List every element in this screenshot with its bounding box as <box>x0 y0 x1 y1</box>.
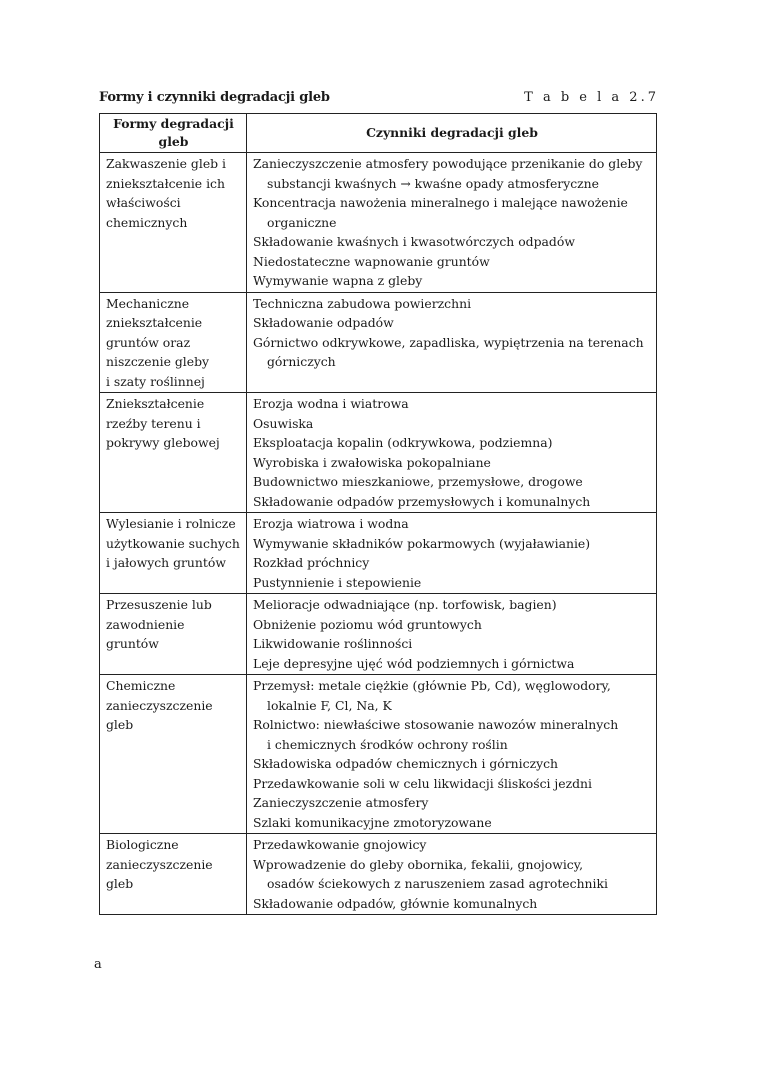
form-text-line: gleb <box>106 876 134 891</box>
factor-text-line: Rozkład próchnicy <box>253 555 370 570</box>
factor-text-line: Wymywanie wapna z gleby <box>253 273 423 288</box>
form-text-line: rzeźby terenu i <box>106 415 201 431</box>
factor-text-line: Szlaki komunikacyjne zmotoryzowane <box>253 814 492 830</box>
table-row <box>100 393 657 513</box>
factor-text-line: Składowanie odpadów, głównie komunalnych <box>253 895 538 911</box>
factor-text-line: Melioracje odwadniające (np. torfowisk, bagien) <box>253 597 557 612</box>
degradation-factors-cell <box>247 834 657 915</box>
degradation-table <box>99 113 657 915</box>
degradation-form-cell <box>100 153 247 293</box>
factor-text-line: Składowanie odpadów przemysłowych i komunalnych <box>253 493 591 509</box>
factor-text-line: osadów ściekowych z naruszeniem zasad agrotechniki <box>267 876 608 891</box>
form-text-line: gruntów oraz <box>106 334 191 350</box>
factor-text-line: Osuwiska <box>253 415 314 431</box>
table-caption <box>99 88 659 110</box>
factor-text-line: Górnictwo odkrywkowe, zapadliska, wypiętrzenia na terenach <box>253 334 644 350</box>
table-number: T a b e l a 2.7 <box>524 90 659 105</box>
factor-text-line: Leje depresyjne ujęć wód podziemnych i górnictwa <box>253 655 575 671</box>
table-row <box>100 834 657 915</box>
form-text-line: i szaty roślinnej <box>106 373 205 389</box>
form-text-line: chemicznych <box>106 214 188 230</box>
table-header-row <box>100 114 657 153</box>
table-title: Formy i czynniki degradacji gleb <box>99 90 330 105</box>
form-text-line: niszczenie gleby <box>106 354 210 369</box>
degradation-form-cell <box>100 292 247 393</box>
factor-text-line: Zanieczyszczenie atmosfery <box>253 795 429 810</box>
factor-text-line: Wprowadzenie do gleby obornika, fekalii, gnojowicy, <box>253 856 584 872</box>
degradation-factors-cell <box>247 153 657 293</box>
form-text-line: Chemiczne <box>106 678 176 693</box>
factor-text-line: górniczych <box>267 354 336 369</box>
table-row <box>100 513 657 594</box>
factor-text-line: Przedawkowanie gnojowicy <box>253 837 427 852</box>
degradation-form-cell <box>100 675 247 834</box>
factor-text-line: lokalnie F, Cl, Na, K <box>267 697 392 713</box>
degradation-factors-cell <box>247 292 657 393</box>
degradation-form-cell <box>100 834 247 915</box>
form-text-line: Zniekształcenie <box>106 396 205 411</box>
form-text-line: zawodnienie gruntów <box>106 616 185 651</box>
degradation-factors-cell <box>247 594 657 675</box>
factor-text-line: Składowanie kwaśnych i kwasotwórczych odpadów <box>253 234 575 249</box>
factor-text-line: Niedostateczne wapnowanie gruntów <box>253 253 490 269</box>
degradation-factors-cell <box>247 513 657 594</box>
factor-text-line: substancji kwaśnych → kwaśne opady atmosferyczne <box>267 175 599 191</box>
factor-text-line: Składowanie odpadów <box>253 315 394 330</box>
form-text-line: Zakwaszenie gleb i <box>106 156 226 171</box>
degradation-form-cell <box>100 393 247 513</box>
table-row <box>100 153 657 293</box>
form-text-line: zanieczyszczenie <box>106 856 213 872</box>
form-text-line: zniekształcenie <box>106 315 203 330</box>
degradation-form-cell <box>100 594 247 675</box>
factor-text-line: Pustynnienie i stepowienie <box>253 574 422 590</box>
header-forms: Formy degradacji gleb <box>100 114 247 153</box>
factor-text-line: Koncentracja nawożenia mineralnego i malejące nawożenie <box>253 195 628 210</box>
factor-text-line: organiczne <box>267 214 337 230</box>
factor-text-line: Erozja wiatrowa i wodna <box>253 516 409 531</box>
factor-text-line: Erozja wodna i wiatrowa <box>253 396 409 411</box>
factor-text-line: Rolnictwo: niewłaściwe stosowanie nawozów mineralnych <box>253 717 619 732</box>
factor-text-line: Techniczna zabudowa powierzchni <box>253 295 472 311</box>
form-text-line: Wylesianie i rolnicze <box>106 516 236 531</box>
form-text-line: Przesuszenie lub <box>106 597 212 612</box>
degradation-form-cell <box>100 513 247 594</box>
form-text-line: zniekształcenie ich <box>106 175 225 191</box>
factor-text-line: Eksploatacja kopalin (odkrywkowa, podziemna) <box>253 435 553 450</box>
form-text-line: Mechaniczne <box>106 295 190 311</box>
factor-text-line: Przedawkowanie soli w celu likwidacji śliskości jezdni <box>253 775 592 791</box>
form-text-line: użytkowanie suchych <box>106 535 240 551</box>
form-text-line: gleb <box>106 717 134 732</box>
form-text-line: pokrywy glebowej <box>106 435 220 450</box>
factor-text-line: i chemicznych środków ochrony roślin <box>267 736 508 752</box>
table-row <box>100 292 657 393</box>
table-row <box>100 594 657 675</box>
form-text-line: zanieczyszczenie <box>106 697 213 713</box>
factor-text-line: Obniżenie poziomu wód gruntowych <box>253 616 482 632</box>
form-text-line: i jałowych gruntów <box>106 555 226 570</box>
form-text-line: właściwości <box>106 195 181 210</box>
form-text-line: Biologiczne <box>106 837 179 852</box>
factor-text-line: Składowiska odpadów chemicznych i górniczych <box>253 756 559 771</box>
degradation-factors-cell <box>247 393 657 513</box>
factor-text-line: Likwidowanie roślinności <box>253 636 413 651</box>
factor-text-line: Zanieczyszczenie atmosfery powodujące przenikanie do gleby <box>253 156 643 171</box>
factor-text-line: Wymywanie składników pokarmowych (wyjaławianie) <box>253 535 591 551</box>
footer-letter: a <box>94 957 102 972</box>
factor-text-line: Budownictwo mieszkaniowe, przemysłowe, drogowe <box>253 474 583 489</box>
factor-text-line: Wyrobiska i zwałowiska pokopalniane <box>253 454 491 470</box>
degradation-factors-cell <box>247 675 657 834</box>
factor-text-line: Przemysł: metale ciężkie (głównie Pb, Cd), węglowodory, <box>253 678 611 693</box>
table-row <box>100 675 657 834</box>
header-factors: Czynniki degradacji gleb <box>247 114 657 153</box>
